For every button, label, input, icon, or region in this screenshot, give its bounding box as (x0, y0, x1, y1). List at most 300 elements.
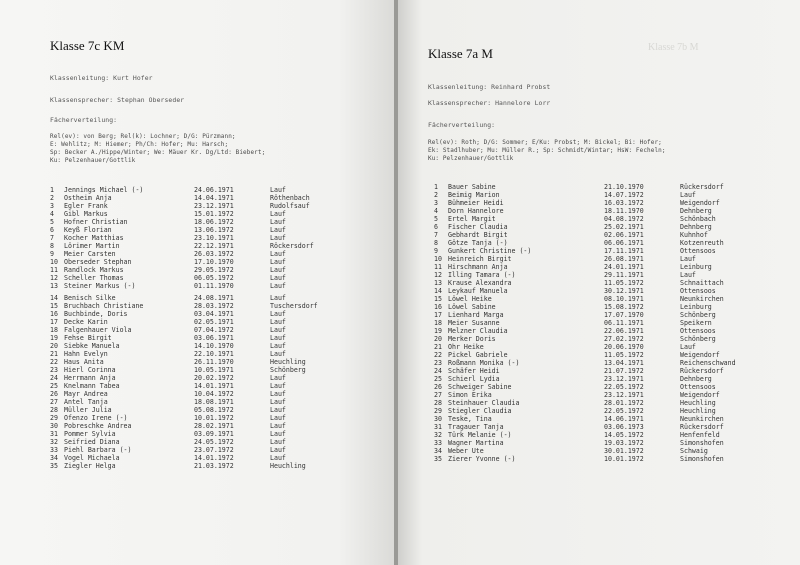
student-residence: Lauf (270, 382, 286, 390)
student-residence: Lauf (270, 390, 286, 398)
student-number: 10 (50, 258, 58, 266)
student-residence: Lauf (270, 186, 286, 194)
student-row (434, 343, 784, 351)
student-row (434, 447, 784, 455)
student-row (434, 319, 784, 327)
student-number: 15 (434, 295, 442, 303)
student-row (50, 234, 380, 242)
student-residence: Röthenbach (270, 194, 310, 202)
student-birthdate: 18.08.1971 (194, 398, 234, 406)
student-name: Ofenzo Irene (-) (64, 414, 128, 422)
student-name: Götze Tanja (-) (448, 239, 508, 247)
student-birthdate: 22.05.1972 (604, 407, 644, 415)
student-residence: Lauf (680, 343, 696, 351)
student-name: Falgenhauer Viola (64, 326, 132, 334)
student-residence: Lauf (270, 258, 286, 266)
student-name: Kocher Matthias (64, 234, 124, 242)
student-name: Scheller Thomas (64, 274, 124, 282)
student-residence: Lauf (270, 406, 286, 414)
student-row (434, 375, 784, 383)
student-number: 26 (50, 390, 58, 398)
student-row (434, 279, 784, 287)
student-number: 22 (50, 358, 58, 366)
student-birthdate: 11.05.1972 (604, 351, 644, 359)
student-birthdate: 02.06.1971 (604, 231, 644, 239)
student-name: Teske, Tina (448, 415, 492, 423)
student-number: 5 (434, 215, 438, 223)
student-name: Ostheim Anja (64, 194, 112, 202)
student-number: 31 (434, 423, 442, 431)
student-residence: Schönberg (680, 335, 716, 343)
student-row (434, 271, 784, 279)
student-number: 17 (50, 318, 58, 326)
student-row (50, 302, 380, 310)
student-birthdate: 17.11.1971 (604, 247, 644, 255)
student-number: 11 (50, 266, 58, 274)
student-birthdate: 03.04.1971 (194, 310, 234, 318)
student-birthdate: 27.02.1972 (604, 335, 644, 343)
student-name: Piehl Barbara (-) (64, 446, 132, 454)
student-name: Stiegler Claudia (448, 407, 512, 415)
student-name: Lienhard Marga (448, 311, 504, 319)
student-row (434, 183, 784, 191)
student-number: 13 (434, 279, 442, 287)
student-birthdate: 02.05.1971 (194, 318, 234, 326)
student-row (434, 231, 784, 239)
student-number: 24 (434, 367, 442, 375)
student-row (50, 266, 380, 274)
student-row (434, 295, 784, 303)
student-name: Schierl Lydia (448, 375, 500, 383)
student-name: Decke Karin (64, 318, 108, 326)
student-number: 30 (50, 422, 58, 430)
left-fach-line: Sp: Becker A./Hippe/Winter; We: Mäuer Kr. Dg/Ltd: Biebert; (50, 149, 266, 156)
student-residence: Heuchling (680, 399, 716, 407)
student-birthdate: 21.03.1972 (194, 462, 234, 470)
student-number: 21 (434, 343, 442, 351)
student-name: Egler Frank (64, 202, 108, 210)
student-number: 7 (434, 231, 438, 239)
student-birthdate: 26.11.1970 (194, 358, 234, 366)
right-fach-line: Ek: Stadlhuber; Mu: Müller R.; Sp: Schmidt/Wintar; HsW: Fecheln; (428, 147, 666, 154)
student-residence: Lauf (270, 454, 286, 462)
student-row (50, 374, 380, 382)
student-residence: Lauf (680, 271, 696, 279)
student-name: Pickel Gabriele (448, 351, 508, 359)
student-row (50, 226, 380, 234)
student-birthdate: 21.10.1970 (604, 183, 644, 191)
student-residence: Lauf (270, 422, 286, 430)
student-residence: Dehnberg (680, 207, 712, 215)
student-name: Löwel Sabine (448, 303, 496, 311)
student-residence: Neunkirchen (680, 415, 724, 423)
student-row (50, 274, 380, 282)
student-number: 27 (434, 391, 442, 399)
student-residence: Weigendorf (680, 391, 720, 399)
student-number: 12 (50, 274, 58, 282)
student-number: 32 (50, 438, 58, 446)
student-number: 21 (50, 350, 58, 358)
student-row (50, 350, 380, 358)
student-name: Steiner Markus (-) (64, 282, 136, 290)
student-name: Antel Tanja (64, 398, 108, 406)
student-birthdate: 14.07.1972 (604, 191, 644, 199)
student-name: Leykauf Manuela (448, 287, 508, 295)
student-row (434, 311, 784, 319)
student-number: 8 (434, 239, 438, 247)
student-name: Krause Alexandra (448, 279, 512, 287)
student-number: 1 (50, 186, 54, 194)
student-number: 34 (50, 454, 58, 462)
student-name: Pobreschke Andrea (64, 422, 132, 430)
left-student-list (50, 186, 380, 476)
student-number: 33 (434, 439, 442, 447)
student-name: Seifried Diana (64, 438, 120, 446)
student-birthdate: 24.05.1972 (194, 438, 234, 446)
student-number: 11 (434, 263, 442, 271)
student-birthdate: 30.01.1972 (604, 447, 644, 455)
student-row (434, 455, 784, 463)
student-row (434, 247, 784, 255)
student-residence: Leinburg (680, 263, 712, 271)
student-name: Schweiger Sabine (448, 383, 512, 391)
student-residence: Lauf (270, 234, 286, 242)
student-row (50, 242, 380, 250)
student-name: Fehse Birgit (64, 334, 112, 342)
student-row (434, 223, 784, 231)
left-fach-line: Ku: Pelzenhauer/Gottlik (50, 157, 136, 164)
student-number: 9 (434, 247, 438, 255)
student-birthdate: 18.11.1970 (604, 207, 644, 215)
student-residence: Lauf (270, 266, 286, 274)
student-residence: Tuschersdorf (270, 302, 318, 310)
student-name: Wagner Martina (448, 439, 504, 447)
student-number: 24 (50, 374, 58, 382)
student-residence: Lauf (270, 414, 286, 422)
student-residence: Weigendorf (680, 351, 720, 359)
student-name: Meier Susanne (448, 319, 500, 327)
student-residence: Lauf (270, 334, 286, 342)
student-residence: Lauf (270, 226, 286, 234)
student-row (50, 202, 380, 210)
student-name: Gibl Markus (64, 210, 108, 218)
right-fach-line: Rel(ev): Roth; D/G: Sommer; E/Ku: Probst; M: Bickel; Bi: Hofer; (428, 139, 662, 146)
student-number: 29 (434, 407, 442, 415)
student-birthdate: 03.06.1973 (604, 423, 644, 431)
student-number: 3 (434, 199, 438, 207)
student-number: 18 (50, 326, 58, 334)
student-birthdate: 06.11.1971 (604, 319, 644, 327)
student-birthdate: 24.08.1971 (194, 294, 234, 302)
student-row (434, 207, 784, 215)
left-class-title: Klasse 7c KM (50, 38, 125, 53)
student-birthdate: 14.10.1970 (194, 342, 234, 350)
student-number: 20 (50, 342, 58, 350)
student-row (50, 210, 380, 218)
student-row (434, 359, 784, 367)
student-row (434, 303, 784, 311)
student-name: Merker Doris (448, 335, 496, 343)
student-residence: Lauf (270, 218, 286, 226)
left-faecherverteilung-title: Fächerverteilung: (50, 116, 118, 124)
student-number: 28 (50, 406, 58, 414)
student-row (50, 334, 380, 342)
student-birthdate: 01.11.1970 (194, 282, 234, 290)
student-birthdate: 08.10.1971 (604, 295, 644, 303)
student-name: Bruchbach Christiane (64, 302, 144, 310)
student-name: Ohr Heike (448, 343, 484, 351)
student-row (50, 382, 380, 390)
student-name: Roßmann Monika (-) (448, 359, 520, 367)
student-residence: Lauf (270, 350, 286, 358)
student-number: 5 (50, 218, 54, 226)
student-name: Illing Tamara (-) (448, 271, 516, 279)
student-birthdate: 17.10.1970 (194, 258, 234, 266)
student-residence: Lauf (270, 430, 286, 438)
student-residence: Lauf (270, 398, 286, 406)
student-birthdate: 29.11.1971 (604, 271, 644, 279)
student-residence: Lauf (270, 438, 286, 446)
left-klassenleitung: Klassenleitung: Kurt Hofer (50, 74, 153, 82)
student-row (50, 406, 380, 414)
student-birthdate: 28.03.1972 (194, 302, 234, 310)
student-row (434, 335, 784, 343)
right-klassensprecher: Klassensprecher: Hannelore Lorr (428, 99, 551, 107)
student-number: 12 (434, 271, 442, 279)
student-residence: Weigendorf (680, 199, 720, 207)
student-name: Zierer Yvonne (-) (448, 455, 516, 463)
student-birthdate: 14.05.1972 (604, 431, 644, 439)
student-birthdate: 20.02.1972 (194, 374, 234, 382)
student-birthdate: 10.05.1971 (194, 366, 234, 374)
student-number: 1 (434, 183, 438, 191)
student-birthdate: 03.09.1971 (194, 430, 234, 438)
student-residence: Reichenschwand (680, 359, 736, 367)
student-birthdate: 14.06.1971 (604, 415, 644, 423)
right-class-title: Klasse 7a M (428, 46, 493, 61)
student-row (434, 431, 784, 439)
student-birthdate: 23.07.1972 (194, 446, 234, 454)
right-klassenleitung: Klassenleitung: Reinhard Probst (428, 83, 551, 91)
student-residence: Dehnberg (680, 223, 712, 231)
student-number: 23 (50, 366, 58, 374)
student-number: 16 (434, 303, 442, 311)
student-residence: Lauf (680, 191, 696, 199)
student-residence: Heuchling (680, 407, 716, 415)
student-row (434, 191, 784, 199)
student-name: Löwel Heike (448, 295, 492, 303)
student-birthdate: 14.04.1971 (194, 194, 234, 202)
right-page (398, 0, 800, 565)
student-residence: Ottensoos (680, 247, 716, 255)
student-birthdate: 16.03.1972 (604, 199, 644, 207)
student-name: Lörimer Martin (64, 242, 120, 250)
student-row (434, 439, 784, 447)
student-name: Haus Anita (64, 358, 104, 366)
student-number: 22 (434, 351, 442, 359)
student-residence: Ottensoos (680, 383, 716, 391)
student-row (434, 327, 784, 335)
show-through-title: Klasse 7b M (648, 42, 699, 53)
student-residence: Lauf (270, 274, 286, 282)
student-residence: Kotzenreuth (680, 239, 724, 247)
student-residence: Rudolfsauf (270, 202, 310, 210)
student-row (50, 446, 380, 454)
student-row (434, 391, 784, 399)
student-number: 28 (434, 399, 442, 407)
student-name: Schäfer Heidi (448, 367, 500, 375)
student-number: 35 (50, 462, 58, 470)
student-residence: Dehnberg (680, 375, 712, 383)
student-name: Randlock Markus (64, 266, 124, 274)
student-row (434, 415, 784, 423)
student-name: Müller Julia (64, 406, 112, 414)
student-birthdate: 06.06.1971 (604, 239, 644, 247)
student-row (434, 263, 784, 271)
right-fach-line: Ku: Pelzenhauer/Gottlik (428, 155, 514, 162)
student-residence: Kuhnhof (680, 231, 708, 239)
student-residence: Lauf (270, 318, 286, 326)
student-name: Vogel Michaela (64, 454, 120, 462)
student-name: Tragauer Tanja (448, 423, 504, 431)
student-row (434, 423, 784, 431)
student-residence: Lauf (270, 210, 286, 218)
student-number: 19 (50, 334, 58, 342)
student-birthdate: 22.12.1971 (194, 242, 234, 250)
student-row (50, 250, 380, 258)
student-row (434, 255, 784, 263)
student-number: 13 (50, 282, 58, 290)
student-birthdate: 29.05.1972 (194, 266, 234, 274)
student-residence: Schönbach (680, 215, 716, 223)
student-birthdate: 26.03.1972 (194, 250, 234, 258)
student-name: Gebhardt Birgit (448, 231, 508, 239)
student-name: Jennings Michael (-) (64, 186, 144, 194)
student-number: 26 (434, 383, 442, 391)
student-birthdate: 24.01.1971 (604, 263, 644, 271)
left-fach-line: Rel(ev): von Berg; Rel(k): Lochner; D/G: Pürzmann; (50, 133, 236, 140)
student-name: Simon Erika (448, 391, 492, 399)
student-number: 4 (50, 210, 54, 218)
student-birthdate: 23.12.1971 (194, 202, 234, 210)
student-number: 2 (434, 191, 438, 199)
student-row (50, 318, 380, 326)
student-number: 15 (50, 302, 58, 310)
student-row (50, 258, 380, 266)
student-row (50, 218, 380, 226)
student-birthdate: 10.01.1972 (604, 455, 644, 463)
student-name: Heinreich Birgit (448, 255, 512, 263)
student-name: Hirschmann Anja (448, 263, 508, 271)
student-birthdate: 05.08.1972 (194, 406, 234, 414)
student-birthdate: 03.06.1971 (194, 334, 234, 342)
student-birthdate: 20.06.1970 (604, 343, 644, 351)
student-birthdate: 15.01.1972 (194, 210, 234, 218)
student-birthdate: 07.04.1972 (194, 326, 234, 334)
student-birthdate: 23.12.1971 (604, 375, 644, 383)
student-name: Fischer Claudia (448, 223, 508, 231)
student-residence: Rückersdorf (680, 423, 724, 431)
left-klassensprecher: Klassensprecher: Stephan Oberseder (50, 96, 185, 104)
student-name: Herrmann Anja (64, 374, 116, 382)
student-row (434, 367, 784, 375)
student-row (50, 414, 380, 422)
student-name: Mayr Andrea (64, 390, 108, 398)
student-birthdate: 30.12.1971 (604, 287, 644, 295)
student-number: 33 (50, 446, 58, 454)
student-row (50, 390, 380, 398)
student-number: 32 (434, 431, 442, 439)
right-faecherverteilung-title: Fächerverteilung: (428, 121, 496, 129)
student-residence: Schwaig (680, 447, 708, 455)
student-number: 35 (434, 455, 442, 463)
student-birthdate: 24.06.1971 (194, 186, 234, 194)
student-residence: Rückersdorf (680, 183, 724, 191)
student-row (434, 287, 784, 295)
student-name: Hierl Corinna (64, 366, 116, 374)
student-row (50, 194, 380, 202)
student-number: 34 (434, 447, 442, 455)
student-birthdate: 10.01.1972 (194, 414, 234, 422)
student-number: 6 (50, 226, 54, 234)
student-row (50, 462, 380, 470)
student-residence: Speikern (680, 319, 712, 327)
student-residence: Lauf (270, 294, 286, 302)
student-birthdate: 22.06.1971 (604, 327, 644, 335)
student-number: 7 (50, 234, 54, 242)
student-row (434, 351, 784, 359)
student-residence: Henfenfeld (680, 431, 720, 439)
student-name: Pommer Sylvia (64, 430, 116, 438)
student-residence: Rückersdorf (680, 367, 724, 375)
student-birthdate: 18.06.1972 (194, 218, 234, 226)
student-residence: Schönberg (270, 366, 306, 374)
student-number: 6 (434, 223, 438, 231)
student-row (434, 407, 784, 415)
student-birthdate: 21.07.1972 (604, 367, 644, 375)
student-row (50, 366, 380, 374)
student-name: Melzner Claudia (448, 327, 508, 335)
student-row (50, 454, 380, 462)
student-birthdate: 13.04.1971 (604, 359, 644, 367)
student-number: 29 (50, 414, 58, 422)
student-name: Siebke Manuela (64, 342, 120, 350)
student-number: 23 (434, 359, 442, 367)
student-residence: Lauf (270, 250, 286, 258)
student-row (50, 294, 380, 302)
student-row (50, 422, 380, 430)
student-birthdate: 23.12.1971 (604, 391, 644, 399)
student-birthdate: 19.03.1972 (604, 439, 644, 447)
student-name: Ertel Margit (448, 215, 496, 223)
student-residence: Simonshofen (680, 455, 724, 463)
student-residence: Neunkirchen (680, 295, 724, 303)
right-student-list (434, 183, 784, 473)
student-row (50, 310, 380, 318)
student-residence: Leinburg (680, 303, 712, 311)
student-birthdate: 14.01.1971 (194, 382, 234, 390)
student-birthdate: 22.10.1971 (194, 350, 234, 358)
student-row (50, 430, 380, 438)
student-row (434, 199, 784, 207)
student-row (50, 282, 380, 290)
student-residence: Ottensoos (680, 327, 716, 335)
student-residence: Simonshofen (680, 439, 724, 447)
student-residence: Ottensoos (680, 287, 716, 295)
student-name: Bühmeier Heidi (448, 199, 504, 207)
student-name: Türk Melanie (-) (448, 431, 512, 439)
student-number: 18 (434, 319, 442, 327)
